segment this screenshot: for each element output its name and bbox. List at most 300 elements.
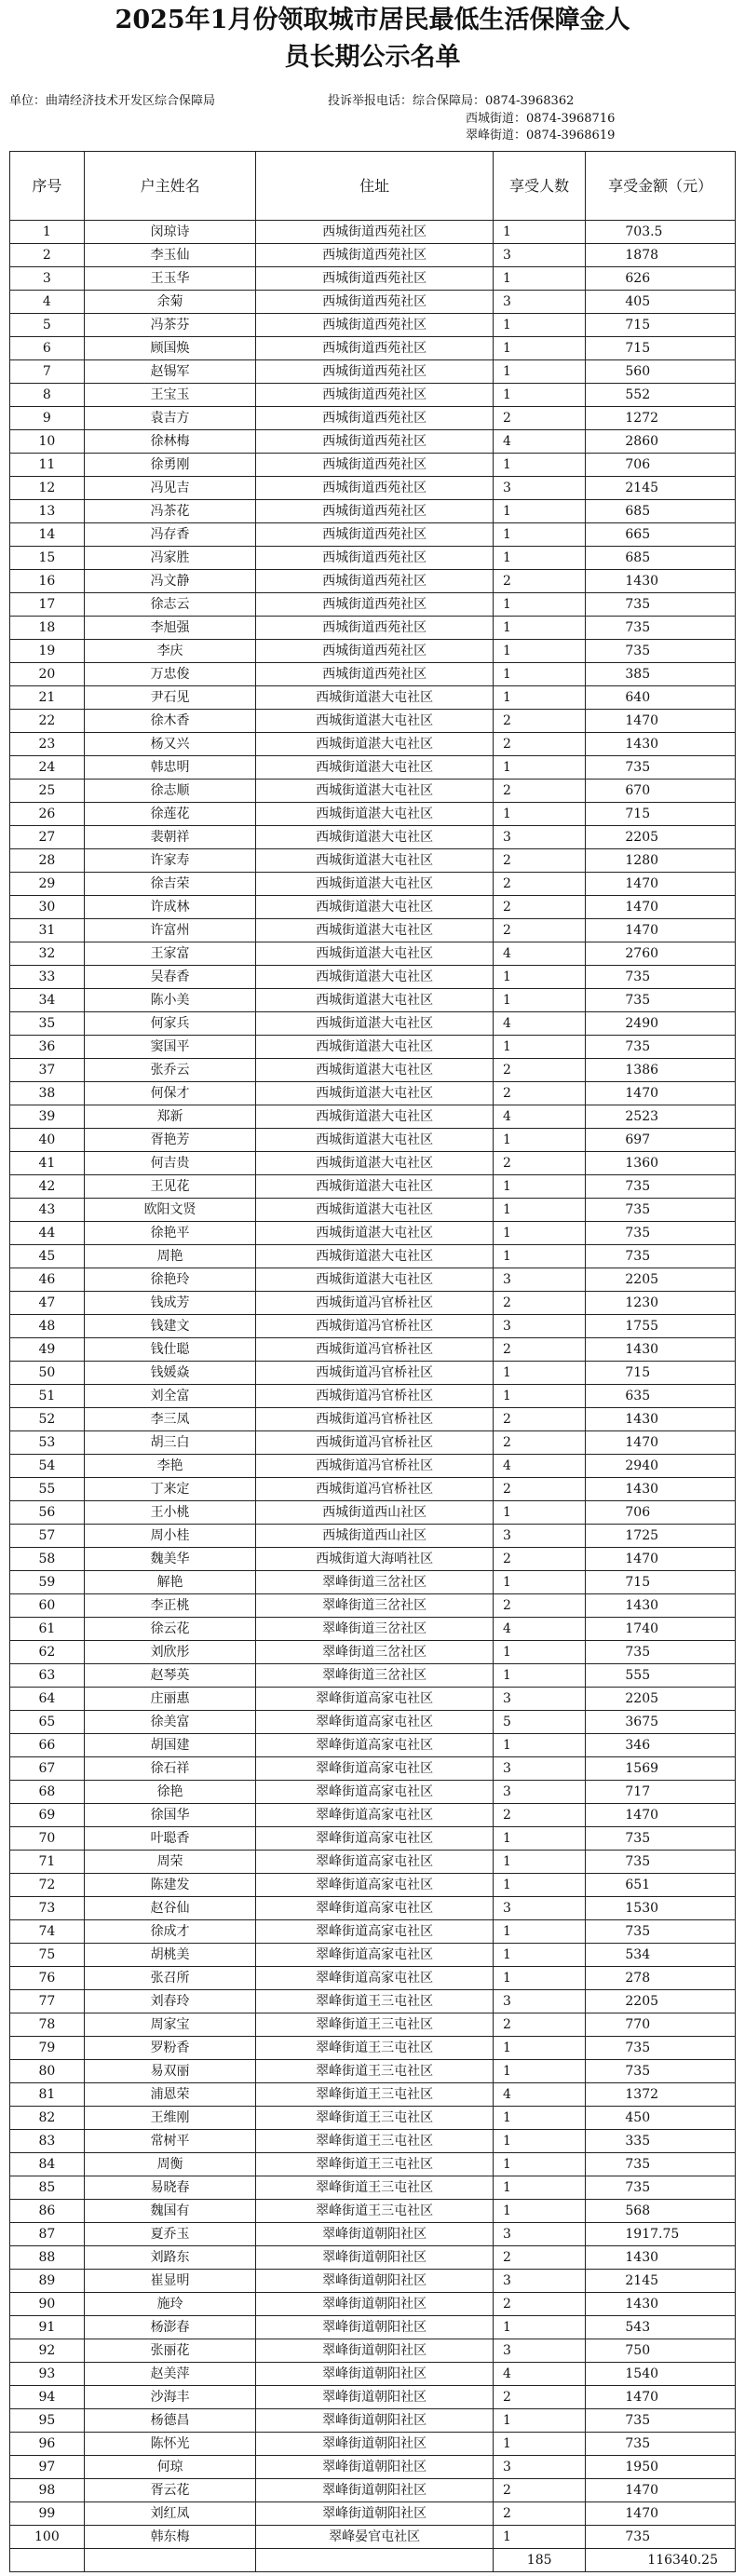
- row-amount: 1470: [586, 1548, 736, 1571]
- row-amount: 715: [586, 337, 736, 360]
- row-name: 易双丽: [84, 2060, 256, 2083]
- row-amount: 1755: [586, 1315, 736, 1338]
- row-index: 13: [10, 500, 85, 523]
- table-row: [10, 1594, 736, 1618]
- table-row: [10, 2200, 736, 2223]
- row-amount: 1470: [586, 2502, 736, 2526]
- row-index: 23: [10, 733, 85, 756]
- row-index: 2: [10, 244, 85, 267]
- row-count: 2: [493, 1594, 585, 1618]
- row-address: 翠峰街道朝阳社区: [256, 2223, 494, 2246]
- row-address: 西城街道湛大屯社区: [256, 942, 494, 966]
- row-name: 冯见吉: [84, 477, 256, 500]
- row-address: 西城街道西苑社区: [256, 360, 494, 384]
- table-row: [10, 1408, 736, 1431]
- row-name: 李艳: [84, 1455, 256, 1478]
- row-address: 西城街道湛大屯社区: [256, 989, 494, 1012]
- row-name: 徐志云: [84, 593, 256, 617]
- row-amount: 735: [586, 1199, 736, 1222]
- row-index: 71: [10, 1851, 85, 1874]
- row-address: 翠峰街道高家屯社区: [256, 1804, 494, 1827]
- row-address: 西城街道西苑社区: [256, 523, 494, 547]
- table-row: [10, 617, 736, 640]
- row-amount: 1470: [586, 919, 736, 942]
- row-index: 63: [10, 1664, 85, 1688]
- row-count: 2: [493, 1431, 585, 1455]
- row-count: 1: [493, 2316, 585, 2339]
- row-name: 胥艳芳: [84, 1129, 256, 1152]
- row-count: 2: [493, 1408, 585, 1431]
- row-count: 2: [493, 407, 585, 430]
- row-amount: 651: [586, 1874, 736, 1897]
- row-address: 翠峰街道高家屯社区: [256, 1688, 494, 1711]
- row-address: 翠峰街道高家屯社区: [256, 1920, 494, 1944]
- row-amount: 2860: [586, 430, 736, 454]
- table-row: [10, 384, 736, 407]
- row-name: 袁吉方: [84, 407, 256, 430]
- row-count: 3: [493, 244, 585, 267]
- row-name: 钱成芳: [84, 1292, 256, 1315]
- row-amount: 1470: [586, 1082, 736, 1105]
- row-address: 翠峰街道王三屯社区: [256, 2200, 494, 2223]
- row-amount: 715: [586, 1571, 736, 1594]
- row-index: 92: [10, 2339, 85, 2363]
- table-row: [10, 2479, 736, 2502]
- row-name: 何保才: [84, 1082, 256, 1105]
- row-count: 1: [493, 1944, 585, 1967]
- table-row: [10, 523, 736, 547]
- table-row: [10, 1478, 736, 1501]
- row-count: 3: [493, 291, 585, 314]
- row-amount: 450: [586, 2107, 736, 2130]
- table-row: [10, 221, 736, 244]
- table-row: [10, 1944, 736, 1967]
- row-address: 西城街道湛大屯社区: [256, 1199, 494, 1222]
- row-name: 冯茶芬: [84, 314, 256, 337]
- row-name: 徐勇刚: [84, 454, 256, 477]
- row-address: 翠峰街道朝阳社区: [256, 2409, 494, 2433]
- row-amount: 1372: [586, 2083, 736, 2107]
- row-count: 1: [493, 267, 585, 291]
- table-row: [10, 2339, 736, 2363]
- row-name: 王小桃: [84, 1501, 256, 1525]
- row-amount: 552: [586, 384, 736, 407]
- table-row: [10, 1618, 736, 1641]
- row-address: 翠峰街道朝阳社区: [256, 2363, 494, 2386]
- row-name: 窦国平: [84, 1036, 256, 1059]
- table-row: [10, 2386, 736, 2409]
- row-name: 陈怀光: [84, 2433, 256, 2456]
- table-row: [10, 1804, 736, 1827]
- complaint-hotline: 投诉举报电话：综合保障局：0874-3968362: [328, 94, 575, 108]
- row-count: 1: [493, 1175, 585, 1199]
- row-address: 西城街道冯官桥社区: [256, 1431, 494, 1455]
- row-amount: 1470: [586, 1431, 736, 1455]
- table-row: [10, 430, 736, 454]
- row-index: 87: [10, 2223, 85, 2246]
- row-address: 西城街道湛大屯社区: [256, 1175, 494, 1199]
- row-index: 46: [10, 1268, 85, 1292]
- row-amount: 2145: [586, 477, 736, 500]
- row-index: 18: [10, 617, 85, 640]
- total-count: 185: [493, 2549, 585, 2572]
- table-row: [10, 1851, 736, 1874]
- row-name: 徐国华: [84, 1804, 256, 1827]
- row-name: 陈小美: [84, 989, 256, 1012]
- row-name: 周家宝: [84, 2013, 256, 2037]
- row-index: 85: [10, 2176, 85, 2200]
- row-index: 32: [10, 942, 85, 966]
- row-index: 66: [10, 1734, 85, 1757]
- row-amount: 735: [586, 1245, 736, 1268]
- row-address: 翠峰街道高家屯社区: [256, 1757, 494, 1781]
- row-name: 张召所: [84, 1967, 256, 1990]
- table-row: [10, 2293, 736, 2316]
- row-name: 崔显明: [84, 2270, 256, 2293]
- row-count: 1: [493, 1036, 585, 1059]
- row-amount: 1430: [586, 1408, 736, 1431]
- row-index: 14: [10, 523, 85, 547]
- row-name: 张丽花: [84, 2339, 256, 2363]
- page-title-line1: 2025年1月份领取城市居民最低生活保障金人: [115, 6, 630, 34]
- row-amount: 1470: [586, 2479, 736, 2502]
- row-index: 99: [10, 2502, 85, 2526]
- row-address: 西城街道冯官桥社区: [256, 1338, 494, 1362]
- row-address: 西城街道西苑社区: [256, 430, 494, 454]
- row-address: 西城街道西苑社区: [256, 640, 494, 663]
- row-count: 4: [493, 2363, 585, 2386]
- row-name: 杨澎春: [84, 2316, 256, 2339]
- row-count: 4: [493, 430, 585, 454]
- table-body: [10, 221, 736, 2572]
- row-index: 22: [10, 710, 85, 733]
- row-name: 徐艳: [84, 1781, 256, 1804]
- row-address: 西城街道西苑社区: [256, 663, 494, 686]
- row-index: 64: [10, 1688, 85, 1711]
- row-count: 3: [493, 826, 585, 849]
- table-row: [10, 267, 736, 291]
- row-address: 翠峰街道朝阳社区: [256, 2386, 494, 2409]
- table-row: [10, 849, 736, 873]
- row-address: 西城街道湛大屯社区: [256, 803, 494, 826]
- row-amount: 735: [586, 1851, 736, 1874]
- total-name: [84, 2549, 256, 2572]
- table-row: [10, 2223, 736, 2246]
- header-address: 住址: [256, 152, 494, 221]
- table-row: [10, 1688, 736, 1711]
- row-amount: 703.5: [586, 221, 736, 244]
- row-count: 1: [493, 1222, 585, 1245]
- row-address: 西城街道湛大屯社区: [256, 733, 494, 756]
- row-index: 69: [10, 1804, 85, 1827]
- row-address: 翠峰街道朝阳社区: [256, 2293, 494, 2316]
- row-index: 91: [10, 2316, 85, 2339]
- row-name: 余菊: [84, 291, 256, 314]
- row-count: 1: [493, 1827, 585, 1851]
- row-amount: 735: [586, 2433, 736, 2456]
- row-address: 西城街道大海哨社区: [256, 1548, 494, 1571]
- row-count: 3: [493, 1688, 585, 1711]
- table-row: [10, 407, 736, 430]
- table-row: [10, 1548, 736, 1571]
- row-count: 1: [493, 1734, 585, 1757]
- row-name: 赵美萍: [84, 2363, 256, 2386]
- row-count: 1: [493, 1245, 585, 1268]
- row-address: 西城街道湛大屯社区: [256, 919, 494, 942]
- row-amount: 560: [586, 360, 736, 384]
- row-address: 西城街道湛大屯社区: [256, 1268, 494, 1292]
- row-name: 裴朝祥: [84, 826, 256, 849]
- table-row: [10, 1105, 736, 1129]
- row-name: 周衡: [84, 2153, 256, 2176]
- row-index: 96: [10, 2433, 85, 2456]
- row-name: 解艳: [84, 1571, 256, 1594]
- row-address: 西城街道湛大屯社区: [256, 849, 494, 873]
- row-address: 西城街道湛大屯社区: [256, 780, 494, 803]
- table-row: [10, 1338, 736, 1362]
- table-row: [10, 2037, 736, 2060]
- row-index: 55: [10, 1478, 85, 1501]
- table-row: [10, 1571, 736, 1594]
- row-address: 翠峰街道高家屯社区: [256, 1944, 494, 1967]
- table-row: [10, 2176, 736, 2200]
- row-index: 88: [10, 2246, 85, 2270]
- row-amount: 1386: [586, 1059, 736, 1082]
- row-name: 赵琴英: [84, 1664, 256, 1688]
- row-amount: 1569: [586, 1757, 736, 1781]
- total-address: [256, 2549, 494, 2572]
- row-amount: 717: [586, 1781, 736, 1804]
- row-count: 1: [493, 1664, 585, 1688]
- table-row: [10, 1222, 736, 1245]
- row-address: 西城街道冯官桥社区: [256, 1315, 494, 1338]
- row-address: 西城街道湛大屯社区: [256, 1245, 494, 1268]
- row-index: 77: [10, 1990, 85, 2013]
- row-index: 31: [10, 919, 85, 942]
- row-address: 翠峰街道王三屯社区: [256, 2060, 494, 2083]
- row-address: 西城街道西苑社区: [256, 267, 494, 291]
- row-amount: 626: [586, 267, 736, 291]
- row-count: 3: [493, 2270, 585, 2293]
- row-address: 翠峰街道三岔社区: [256, 1571, 494, 1594]
- row-address: 西城街道西苑社区: [256, 407, 494, 430]
- row-count: 2: [493, 1292, 585, 1315]
- row-amount: 750: [586, 2339, 736, 2363]
- table-row: [10, 1175, 736, 1199]
- row-name: 沙海丰: [84, 2386, 256, 2409]
- table-row: [10, 966, 736, 989]
- row-amount: 2523: [586, 1105, 736, 1129]
- row-name: 许成林: [84, 896, 256, 919]
- row-count: 1: [493, 640, 585, 663]
- row-index: 74: [10, 1920, 85, 1944]
- row-address: 西城街道西山社区: [256, 1525, 494, 1548]
- row-count: 3: [493, 2223, 585, 2246]
- row-index: 6: [10, 337, 85, 360]
- row-count: 1: [493, 523, 585, 547]
- table-row: [10, 1711, 736, 1734]
- table-row: [10, 2456, 736, 2479]
- row-name: 徐艳玲: [84, 1268, 256, 1292]
- row-address: 西城街道冯官桥社区: [256, 1478, 494, 1501]
- row-amount: 735: [586, 989, 736, 1012]
- row-amount: 1430: [586, 1594, 736, 1618]
- row-address: 西城街道湛大屯社区: [256, 1152, 494, 1175]
- row-count: 2: [493, 710, 585, 733]
- row-count: 2: [493, 2502, 585, 2526]
- row-index: 82: [10, 2107, 85, 2130]
- row-name: 陈建发: [84, 1874, 256, 1897]
- table-row: [10, 360, 736, 384]
- table-row: [10, 2270, 736, 2293]
- row-address: 翠峰街道朝阳社区: [256, 2270, 494, 2293]
- row-count: 2: [493, 1804, 585, 1827]
- row-name: 何琼: [84, 2456, 256, 2479]
- row-amount: 735: [586, 1175, 736, 1199]
- row-name: 李庆: [84, 640, 256, 663]
- row-address: 西城街道湛大屯社区: [256, 966, 494, 989]
- row-address: 西城街道湛大屯社区: [256, 1036, 494, 1059]
- row-index: 8: [10, 384, 85, 407]
- row-amount: 735: [586, 1920, 736, 1944]
- row-count: 1: [493, 593, 585, 617]
- table-row: [10, 873, 736, 896]
- row-amount: 1917.75: [586, 2223, 736, 2246]
- row-count: 1: [493, 1199, 585, 1222]
- row-index: 100: [10, 2526, 85, 2549]
- row-count: 1: [493, 617, 585, 640]
- row-count: 1: [493, 2153, 585, 2176]
- row-count: 3: [493, 1897, 585, 1920]
- row-name: 钱仕聪: [84, 1338, 256, 1362]
- row-amount: 1740: [586, 1618, 736, 1641]
- table-row: [10, 989, 736, 1012]
- row-index: 12: [10, 477, 85, 500]
- row-amount: 735: [586, 640, 736, 663]
- row-index: 98: [10, 2479, 85, 2502]
- row-name: 胡桃美: [84, 1944, 256, 1967]
- row-address: 翠峰街道王三屯社区: [256, 2083, 494, 2107]
- table-row: [10, 1082, 736, 1105]
- row-index: 75: [10, 1944, 85, 1967]
- row-amount: 735: [586, 2153, 736, 2176]
- table-row: [10, 1036, 736, 1059]
- row-amount: 1430: [586, 2246, 736, 2270]
- row-index: 39: [10, 1105, 85, 1129]
- row-index: 4: [10, 291, 85, 314]
- row-address: 西城街道西苑社区: [256, 314, 494, 337]
- row-index: 20: [10, 663, 85, 686]
- cuifeng-hotline: 翠峰街道：0874-3968619: [466, 129, 616, 142]
- header-index: 序号: [10, 152, 85, 221]
- row-name: 许家寿: [84, 849, 256, 873]
- row-amount: 735: [586, 756, 736, 780]
- row-name: 常树平: [84, 2130, 256, 2153]
- total-amount: 116340.25: [586, 2549, 736, 2572]
- row-count: 1: [493, 686, 585, 710]
- row-amount: 1470: [586, 1804, 736, 1827]
- row-count: 1: [493, 2176, 585, 2200]
- row-address: 西城街道湛大屯社区: [256, 1129, 494, 1152]
- row-address: 西城街道湛大屯社区: [256, 710, 494, 733]
- row-count: 1: [493, 2130, 585, 2153]
- row-amount: 635: [586, 1385, 736, 1408]
- row-address: 翠峰晏官屯社区: [256, 2526, 494, 2549]
- row-index: 57: [10, 1525, 85, 1548]
- row-address: 翠峰街道三岔社区: [256, 1641, 494, 1664]
- table-row: [10, 1734, 736, 1757]
- row-amount: 1470: [586, 896, 736, 919]
- row-name: 徐云花: [84, 1618, 256, 1641]
- row-index: 1: [10, 221, 85, 244]
- row-count: 1: [493, 1967, 585, 1990]
- row-name: 周小桂: [84, 1525, 256, 1548]
- recipient-table: [9, 151, 736, 2572]
- table-row: [10, 919, 736, 942]
- row-address: 西城街道湛大屯社区: [256, 873, 494, 896]
- row-amount: 534: [586, 1944, 736, 1967]
- row-index: 51: [10, 1385, 85, 1408]
- row-amount: 1725: [586, 1525, 736, 1548]
- row-amount: 405: [586, 291, 736, 314]
- row-count: 1: [493, 2060, 585, 2083]
- row-address: 西城街道西苑社区: [256, 221, 494, 244]
- row-count: 2: [493, 2246, 585, 2270]
- row-name: 刘路东: [84, 2246, 256, 2270]
- row-count: 1: [493, 454, 585, 477]
- row-count: 1: [493, 1385, 585, 1408]
- row-count: 1: [493, 663, 585, 686]
- row-address: 西城街道冯官桥社区: [256, 1455, 494, 1478]
- row-name: 尹石见: [84, 686, 256, 710]
- row-amount: 278: [586, 1967, 736, 1990]
- table-row: [10, 1757, 736, 1781]
- row-name: 徐艳平: [84, 1222, 256, 1245]
- row-index: 78: [10, 2013, 85, 2037]
- row-amount: 735: [586, 2060, 736, 2083]
- row-name: 王宝玉: [84, 384, 256, 407]
- row-address: 翠峰街道朝阳社区: [256, 2316, 494, 2339]
- row-address: 翠峰街道高家屯社区: [256, 1827, 494, 1851]
- row-count: 3: [493, 1525, 585, 1548]
- row-amount: 685: [586, 547, 736, 570]
- row-amount: 640: [586, 686, 736, 710]
- row-name: 刘春玲: [84, 1990, 256, 2013]
- table-row: [10, 942, 736, 966]
- row-amount: 543: [586, 2316, 736, 2339]
- row-count: 1: [493, 2200, 585, 2223]
- row-name: 何家兵: [84, 1012, 256, 1036]
- table-row: [10, 1781, 736, 1804]
- row-amount: 715: [586, 314, 736, 337]
- row-address: 西城街道西苑社区: [256, 570, 494, 593]
- row-index: 95: [10, 2409, 85, 2433]
- row-name: 冯存香: [84, 523, 256, 547]
- row-name: 韩忠明: [84, 756, 256, 780]
- row-amount: 735: [586, 1222, 736, 1245]
- row-address: 西城街道西苑社区: [256, 617, 494, 640]
- row-index: 59: [10, 1571, 85, 1594]
- row-address: 西城街道西苑社区: [256, 384, 494, 407]
- row-amount: 715: [586, 1362, 736, 1385]
- row-index: 52: [10, 1408, 85, 1431]
- row-index: 5: [10, 314, 85, 337]
- row-name: 李旭强: [84, 617, 256, 640]
- row-count: 2: [493, 2293, 585, 2316]
- table-row: [10, 291, 736, 314]
- row-address: 西城街道西苑社区: [256, 500, 494, 523]
- row-amount: 1430: [586, 1478, 736, 1501]
